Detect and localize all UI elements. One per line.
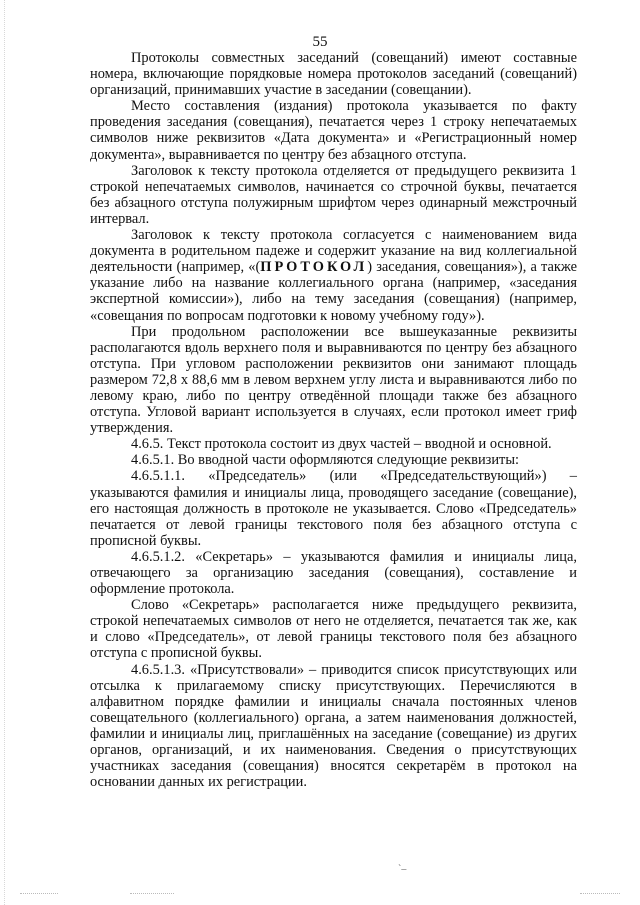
- paragraph-place-of-compilation: Место составления (издания) протокола указывается по факту проведения заседания (совещания), печатается через 1 строку непечатаемых символов ниже реквизитов «Дата документа» и «Регистрационный номер документа», выравнивается по центру без абзацного отступа.: [90, 98, 577, 163]
- paragraph-heading-agreement-before: Заголовок к тексту протокола согласуется с наименованием вида документа в родительном падеже и содержит указание на вид коллегиальной деятельности (например, «(: [90, 227, 577, 276]
- scan-edge-left: [4, 0, 6, 905]
- document-body: [90, 50, 577, 790]
- paragraph-heading-agreement: [90, 227, 577, 324]
- page-number: 55: [312, 34, 328, 50]
- paragraph-secretary-word: Слово «Секретарь» располагается ниже предыдущего реквизита, строкой непечатаемых символов от него не отделяется, печатается так же, как и слово «Председатель», от левой границы текстового поля без абзацного отступа с прописной буквы.: [90, 597, 577, 662]
- paragraph-composite-numbers: Протоколы совместных заседаний (совещаний) имеют составные номера, включающие порядковые номера протоколов заседаний (совещаний) организаций, принимавших участие в заседании (совещании).: [90, 50, 577, 99]
- paragraph-heading-agreement-after: ) заседания, совещания»), а также указание либо на название коллегиального органа (например, «заседания экспертной комиссии»), либо на тему заседания (совещания) (например, «совещания по вопросам подготовки к новому учебному году»).: [90, 259, 577, 324]
- scan-edge-dots-left: [20, 893, 58, 895]
- paragraph-4-6-5-1-3-present: 4.6.5.1.3. «Присутствовали» – приводится список присутствующих или отсылка к прилагаемому списку присутствующих. Перечисляются в алфавитном порядке фамилии и инициалы сначала постоянных членов совещательного (коллегиального) органа, а затем наименования должностей, фамилии и инициалы лиц, приглашённых на заседание (совещание) из других органов, организаций, и их наименования. Сведения о присутствующих участниках заседания (совещания) вносятся секретарём в протокол на основании данных их регистрации.: [90, 661, 577, 791]
- scan-edge-dots-middle: [130, 893, 174, 895]
- paragraph-4-6-5-1-2-secretary: 4.6.5.1.2. «Секретарь» – указываются фамилия и инициалы лица, отвечающего за организацию заседания (совещания), составление и оформление протокола.: [90, 548, 577, 598]
- paragraph-heading-separation: Заголовок к тексту протокола отделяется от предыдущего реквизита 1 строкой непечатаемых символов, начинается со строчной буквы, печатается без абзацного отступа полужирным шрифтом через одинарный межстрочный интервал.: [90, 162, 577, 227]
- paragraph-4-6-5: 4.6.5. Текст протокола состоит из двух частей – вводной и основной.: [131, 436, 552, 453]
- paragraph-requisites-layout: При продольном расположении все вышеуказанные реквизиты располагаются вдоль верхнего поля и выравниваются по центру без абзацного отступа. При угловом расположении реквизитов они занимают площадь размером 72,8 х 88,6 мм в левом верхнем углу листа и выравниваются либо по левому краю, либо по центру отведённой площади также без абзацного отступа. Угловой вариант используется в случаях, если протокол имеет гриф утверждения.: [90, 323, 577, 437]
- scan-edge-dots-right: [580, 893, 620, 895]
- protocol-emphasis: ПРОТОКОЛ: [260, 259, 368, 276]
- scan-artifact-mark: `–: [398, 864, 407, 875]
- paragraph-4-6-5-1-1-chairman: 4.6.5.1.1. «Председатель» (или «Председательствующий») – указываются фамилия и инициалы лица, проводящего заседание (совещание), его настоящая должность в протоколе не указывается. Слово «Председатель» печатается от левой границы текстового поля без абзацного отступа с прописной буквы.: [90, 468, 577, 549]
- paragraph-4-6-5-1: 4.6.5.1. Во вводной части оформляются следующие реквизиты:: [131, 452, 519, 469]
